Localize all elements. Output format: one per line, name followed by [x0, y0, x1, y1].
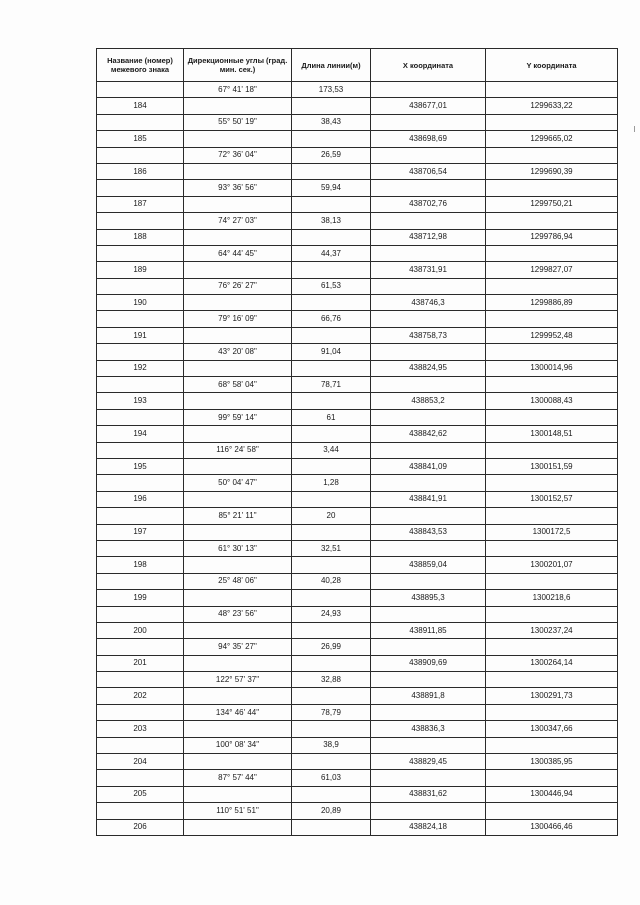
x-coordinate-cell: 438824,18: [371, 819, 486, 835]
table-body: [97, 82, 618, 836]
empty-cell: [371, 344, 486, 360]
empty-cell: [292, 491, 371, 507]
length-cell: 24,93: [292, 606, 371, 622]
length-cell: 26,59: [292, 147, 371, 163]
header-marker-name: Название (номер) межевого знака: [97, 49, 184, 82]
empty-cell: [184, 327, 292, 343]
marker-name-cell: 185: [97, 131, 184, 147]
segment-row: [97, 409, 618, 425]
marker-name-cell: 196: [97, 491, 184, 507]
length-cell: 61: [292, 409, 371, 425]
empty-cell: [292, 196, 371, 212]
marker-name-cell: 190: [97, 295, 184, 311]
segment-row: [97, 311, 618, 327]
empty-cell: [97, 540, 184, 556]
angle-cell: 55° 50' 19": [184, 114, 292, 130]
length-cell: 44,37: [292, 245, 371, 261]
empty-cell: [371, 475, 486, 491]
empty-cell: [371, 114, 486, 130]
empty-cell: [371, 573, 486, 589]
empty-cell: [486, 573, 618, 589]
empty-cell: [97, 213, 184, 229]
empty-cell: [97, 508, 184, 524]
empty-cell: [292, 655, 371, 671]
point-row: [97, 262, 618, 278]
x-coordinate-cell: 438859,04: [371, 557, 486, 573]
empty-cell: [97, 475, 184, 491]
segment-row: [97, 475, 618, 491]
length-cell: 78,79: [292, 704, 371, 720]
empty-cell: [97, 82, 184, 98]
empty-cell: [97, 180, 184, 196]
x-coordinate-cell: 438829,45: [371, 754, 486, 770]
empty-cell: [371, 508, 486, 524]
angle-cell: 25° 48' 06": [184, 573, 292, 589]
angle-cell: 93° 36' 56": [184, 180, 292, 196]
empty-cell: [97, 639, 184, 655]
point-row: [97, 196, 618, 212]
marker-name-cell: 204: [97, 754, 184, 770]
marker-name-cell: 202: [97, 688, 184, 704]
angle-cell: 74° 27' 03": [184, 213, 292, 229]
x-coordinate-cell: 438911,85: [371, 622, 486, 638]
y-coordinate-cell: 1300201,07: [486, 557, 618, 573]
y-coordinate-cell: 1299952,48: [486, 327, 618, 343]
length-cell: 61,53: [292, 278, 371, 294]
y-coordinate-cell: 1299886,89: [486, 295, 618, 311]
empty-cell: [292, 688, 371, 704]
empty-cell: [184, 262, 292, 278]
empty-cell: [292, 721, 371, 737]
point-row: [97, 229, 618, 245]
segment-row: [97, 606, 618, 622]
empty-cell: [184, 295, 292, 311]
empty-cell: [97, 278, 184, 294]
empty-cell: [184, 524, 292, 540]
empty-cell: [371, 540, 486, 556]
x-coordinate-cell: 438909,69: [371, 655, 486, 671]
empty-cell: [486, 82, 618, 98]
empty-cell: [292, 786, 371, 802]
empty-cell: [184, 458, 292, 474]
empty-cell: [486, 147, 618, 163]
empty-cell: [184, 131, 292, 147]
empty-cell: [292, 229, 371, 245]
empty-cell: [184, 163, 292, 179]
point-row: [97, 393, 618, 409]
empty-cell: [184, 754, 292, 770]
empty-cell: [486, 213, 618, 229]
empty-cell: [292, 590, 371, 606]
empty-cell: [184, 426, 292, 442]
x-coordinate-cell: 438843,53: [371, 524, 486, 540]
segment-row: [97, 377, 618, 393]
angle-cell: 85° 21' 11": [184, 508, 292, 524]
x-coordinate-cell: 438731,91: [371, 262, 486, 278]
y-coordinate-cell: 1300446,94: [486, 786, 618, 802]
empty-cell: [371, 180, 486, 196]
point-row: [97, 327, 618, 343]
length-cell: 66,76: [292, 311, 371, 327]
length-cell: 91,04: [292, 344, 371, 360]
length-cell: 38,43: [292, 114, 371, 130]
marker-name-cell: 184: [97, 98, 184, 114]
empty-cell: [486, 639, 618, 655]
scan-edge-mark: [634, 126, 635, 132]
x-coordinate-cell: 438841,91: [371, 491, 486, 507]
point-row: [97, 491, 618, 507]
empty-cell: [184, 229, 292, 245]
empty-cell: [371, 147, 486, 163]
empty-cell: [97, 344, 184, 360]
length-cell: 173,53: [292, 82, 371, 98]
y-coordinate-cell: 1299750,21: [486, 196, 618, 212]
empty-cell: [486, 245, 618, 261]
angle-cell: 72° 36' 04": [184, 147, 292, 163]
point-row: [97, 688, 618, 704]
length-cell: 40,28: [292, 573, 371, 589]
empty-cell: [486, 278, 618, 294]
empty-cell: [292, 327, 371, 343]
empty-cell: [486, 606, 618, 622]
empty-cell: [292, 163, 371, 179]
empty-cell: [486, 508, 618, 524]
marker-name-cell: 186: [97, 163, 184, 179]
empty-cell: [184, 491, 292, 507]
point-row: [97, 622, 618, 638]
point-row: [97, 721, 618, 737]
segment-row: [97, 344, 618, 360]
angle-cell: 43° 20' 08": [184, 344, 292, 360]
empty-cell: [292, 524, 371, 540]
point-row: [97, 426, 618, 442]
empty-cell: [371, 770, 486, 786]
empty-cell: [292, 262, 371, 278]
empty-cell: [292, 98, 371, 114]
empty-cell: [292, 295, 371, 311]
x-coordinate-cell: 438698,69: [371, 131, 486, 147]
empty-cell: [486, 803, 618, 819]
empty-cell: [292, 458, 371, 474]
empty-cell: [486, 311, 618, 327]
angle-cell: 99° 59' 14": [184, 409, 292, 425]
empty-cell: [97, 803, 184, 819]
segment-row: [97, 442, 618, 458]
header-line-length: Длина линии(м): [292, 49, 371, 82]
segment-row: [97, 639, 618, 655]
empty-cell: [486, 672, 618, 688]
empty-cell: [97, 409, 184, 425]
segment-row: [97, 180, 618, 196]
x-coordinate-cell: 438853,2: [371, 393, 486, 409]
x-coordinate-cell: 438706,54: [371, 163, 486, 179]
x-coordinate-cell: 438758,73: [371, 327, 486, 343]
empty-cell: [371, 409, 486, 425]
empty-cell: [97, 442, 184, 458]
angle-cell: 94° 35' 27": [184, 639, 292, 655]
empty-cell: [184, 819, 292, 835]
empty-cell: [371, 737, 486, 753]
x-coordinate-cell: 438746,3: [371, 295, 486, 311]
empty-cell: [371, 278, 486, 294]
point-row: [97, 131, 618, 147]
x-coordinate-cell: 438842,62: [371, 426, 486, 442]
empty-cell: [184, 393, 292, 409]
empty-cell: [371, 803, 486, 819]
marker-name-cell: 205: [97, 786, 184, 802]
x-coordinate-cell: 438824,95: [371, 360, 486, 376]
empty-cell: [292, 393, 371, 409]
angle-cell: 50° 04' 47": [184, 475, 292, 491]
empty-cell: [97, 606, 184, 622]
x-coordinate-cell: 438702,76: [371, 196, 486, 212]
point-row: [97, 295, 618, 311]
header-row: [97, 49, 618, 82]
empty-cell: [184, 590, 292, 606]
length-cell: 59,94: [292, 180, 371, 196]
y-coordinate-cell: 1300172,5: [486, 524, 618, 540]
header-directional-angle: Дирекционные углы (град. мин. сек.): [184, 49, 292, 82]
segment-row: [97, 278, 618, 294]
angle-cell: 76° 26' 27": [184, 278, 292, 294]
marker-name-cell: 199: [97, 590, 184, 606]
empty-cell: [292, 557, 371, 573]
header-y-coordinate: Y координата: [486, 49, 618, 82]
header-x-coordinate: X координата: [371, 49, 486, 82]
point-row: [97, 655, 618, 671]
segment-row: [97, 573, 618, 589]
y-coordinate-cell: 1300152,57: [486, 491, 618, 507]
boundary-coordinates-table: [96, 48, 618, 836]
marker-name-cell: 203: [97, 721, 184, 737]
segment-row: [97, 147, 618, 163]
empty-cell: [486, 704, 618, 720]
marker-name-cell: 206: [97, 819, 184, 835]
marker-name-cell: 192: [97, 360, 184, 376]
y-coordinate-cell: 1299827,07: [486, 262, 618, 278]
marker-name-cell: 201: [97, 655, 184, 671]
angle-cell: 134° 46' 44": [184, 704, 292, 720]
length-cell: 1,28: [292, 475, 371, 491]
marker-name-cell: 187: [97, 196, 184, 212]
x-coordinate-cell: 438712,98: [371, 229, 486, 245]
angle-cell: 116° 24' 58": [184, 442, 292, 458]
angle-cell: 100° 08' 34": [184, 737, 292, 753]
empty-cell: [371, 704, 486, 720]
segment-row: [97, 114, 618, 130]
point-row: [97, 360, 618, 376]
empty-cell: [486, 737, 618, 753]
y-coordinate-cell: 1300237,24: [486, 622, 618, 638]
segment-row: [97, 704, 618, 720]
segment-row: [97, 737, 618, 753]
length-cell: 32,51: [292, 540, 371, 556]
point-row: [97, 786, 618, 802]
empty-cell: [371, 311, 486, 327]
angle-cell: 68° 58' 04": [184, 377, 292, 393]
empty-cell: [486, 770, 618, 786]
y-coordinate-cell: 1299786,94: [486, 229, 618, 245]
angle-cell: 122° 57' 37": [184, 672, 292, 688]
length-cell: 38,9: [292, 737, 371, 753]
empty-cell: [486, 180, 618, 196]
marker-name-cell: 200: [97, 622, 184, 638]
angle-cell: 110° 51' 51": [184, 803, 292, 819]
empty-cell: [184, 688, 292, 704]
empty-cell: [486, 540, 618, 556]
empty-cell: [486, 475, 618, 491]
y-coordinate-cell: 1300151,59: [486, 458, 618, 474]
empty-cell: [371, 639, 486, 655]
empty-cell: [97, 573, 184, 589]
empty-cell: [184, 557, 292, 573]
empty-cell: [97, 147, 184, 163]
y-coordinate-cell: 1299633,22: [486, 98, 618, 114]
empty-cell: [292, 426, 371, 442]
empty-cell: [97, 311, 184, 327]
segment-row: [97, 508, 618, 524]
point-row: [97, 98, 618, 114]
empty-cell: [292, 360, 371, 376]
segment-row: [97, 803, 618, 819]
marker-name-cell: 194: [97, 426, 184, 442]
point-row: [97, 754, 618, 770]
empty-cell: [371, 377, 486, 393]
y-coordinate-cell: 1300088,43: [486, 393, 618, 409]
y-coordinate-cell: 1300218,6: [486, 590, 618, 606]
marker-name-cell: 191: [97, 327, 184, 343]
point-row: [97, 557, 618, 573]
y-coordinate-cell: 1299690,39: [486, 163, 618, 179]
angle-cell: 61° 30' 13": [184, 540, 292, 556]
marker-name-cell: 193: [97, 393, 184, 409]
marker-name-cell: 188: [97, 229, 184, 245]
empty-cell: [486, 344, 618, 360]
x-coordinate-cell: 438891,8: [371, 688, 486, 704]
marker-name-cell: 195: [97, 458, 184, 474]
y-coordinate-cell: 1300466,46: [486, 819, 618, 835]
length-cell: 61,03: [292, 770, 371, 786]
point-row: [97, 524, 618, 540]
empty-cell: [184, 721, 292, 737]
length-cell: 32,88: [292, 672, 371, 688]
empty-cell: [371, 213, 486, 229]
empty-cell: [97, 245, 184, 261]
x-coordinate-cell: 438895,3: [371, 590, 486, 606]
empty-cell: [184, 622, 292, 638]
y-coordinate-cell: 1300148,51: [486, 426, 618, 442]
x-coordinate-cell: 438677,01: [371, 98, 486, 114]
empty-cell: [184, 196, 292, 212]
table-header: [97, 49, 618, 82]
empty-cell: [486, 377, 618, 393]
empty-cell: [184, 786, 292, 802]
length-cell: 78,71: [292, 377, 371, 393]
length-cell: 3,44: [292, 442, 371, 458]
empty-cell: [292, 754, 371, 770]
empty-cell: [97, 672, 184, 688]
y-coordinate-cell: 1300291,73: [486, 688, 618, 704]
segment-row: [97, 213, 618, 229]
empty-cell: [371, 442, 486, 458]
empty-cell: [97, 737, 184, 753]
x-coordinate-cell: 438831,62: [371, 786, 486, 802]
segment-row: [97, 672, 618, 688]
point-row: [97, 819, 618, 835]
empty-cell: [292, 622, 371, 638]
empty-cell: [97, 770, 184, 786]
angle-cell: 79° 16' 09": [184, 311, 292, 327]
empty-cell: [292, 819, 371, 835]
empty-cell: [97, 377, 184, 393]
angle-cell: 64° 44' 45": [184, 245, 292, 261]
segment-row: [97, 245, 618, 261]
segment-row: [97, 540, 618, 556]
length-cell: 20: [292, 508, 371, 524]
y-coordinate-cell: 1300264,14: [486, 655, 618, 671]
segment-row: [97, 770, 618, 786]
marker-name-cell: 189: [97, 262, 184, 278]
angle-cell: 67° 41' 18": [184, 82, 292, 98]
length-cell: 38,13: [292, 213, 371, 229]
segment-row: [97, 82, 618, 98]
angle-cell: 87° 57' 44": [184, 770, 292, 786]
empty-cell: [371, 672, 486, 688]
empty-cell: [486, 114, 618, 130]
empty-cell: [486, 409, 618, 425]
y-coordinate-cell: 1300385,95: [486, 754, 618, 770]
length-cell: 26,99: [292, 639, 371, 655]
empty-cell: [184, 360, 292, 376]
empty-cell: [486, 442, 618, 458]
y-coordinate-cell: 1300347,66: [486, 721, 618, 737]
length-cell: 20,89: [292, 803, 371, 819]
angle-cell: 48° 23' 56": [184, 606, 292, 622]
point-row: [97, 163, 618, 179]
empty-cell: [292, 131, 371, 147]
empty-cell: [371, 606, 486, 622]
empty-cell: [184, 98, 292, 114]
empty-cell: [97, 114, 184, 130]
empty-cell: [371, 82, 486, 98]
marker-name-cell: 197: [97, 524, 184, 540]
empty-cell: [371, 245, 486, 261]
y-coordinate-cell: 1300014,96: [486, 360, 618, 376]
x-coordinate-cell: 438841,09: [371, 458, 486, 474]
empty-cell: [97, 704, 184, 720]
marker-name-cell: 198: [97, 557, 184, 573]
x-coordinate-cell: 438836,3: [371, 721, 486, 737]
y-coordinate-cell: 1299665,02: [486, 131, 618, 147]
point-row: [97, 458, 618, 474]
empty-cell: [184, 655, 292, 671]
point-row: [97, 590, 618, 606]
